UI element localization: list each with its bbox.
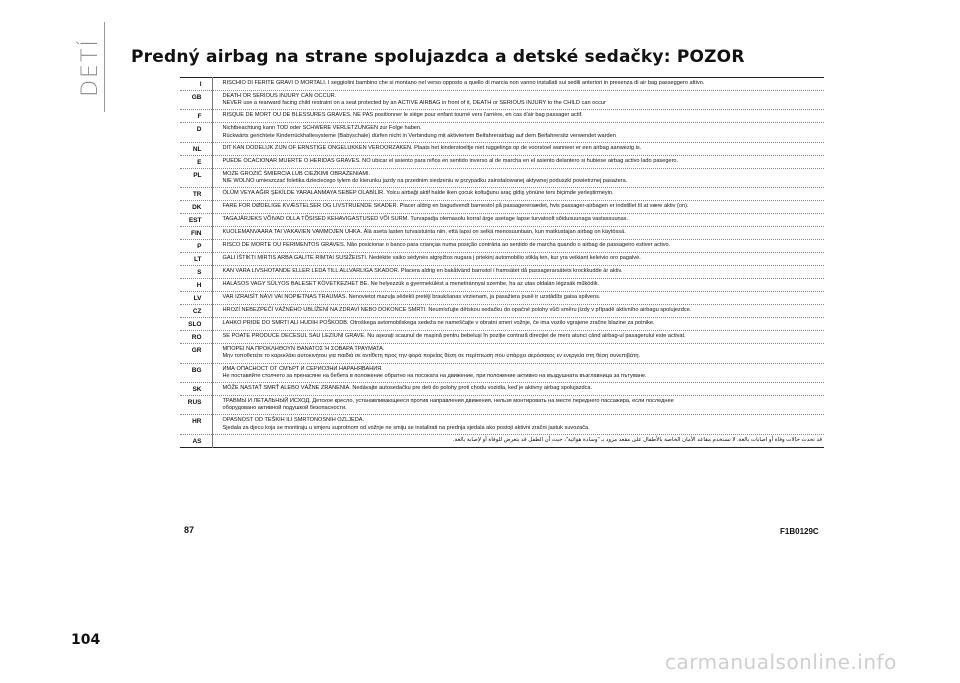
language-code: GB [180, 91, 212, 110]
warning-text [212, 155, 824, 168]
warning-row [180, 434, 824, 447]
page-number: 104 [71, 632, 101, 648]
warning-row [180, 415, 824, 434]
language-code: HR [180, 415, 212, 434]
warning-text-line: Не поставяйте столчето за пренасяне на бебета в положение обратно на посоката на движение, при положение активно на въздушната възглавница за пътуване. [222, 372, 647, 379]
warning-text [212, 168, 824, 187]
warning-row [180, 91, 824, 110]
language-code: LT [180, 253, 212, 266]
warning-text [212, 110, 824, 123]
language-code: H [180, 279, 212, 292]
language-code: BG [180, 363, 212, 382]
warning-row [180, 201, 824, 214]
warning-text-line: RISCO DE MORTE OU FERIMENTOS GRAVES. Não posicionar o banco para crianças numa posição contrária ao sentido de marcha quando o airbag de passageiro estiver activo. [222, 242, 671, 249]
language-code: LV [180, 292, 212, 305]
language-code: I [180, 78, 212, 91]
warning-text-line: HROZÍ NEBEZPEČÍ VÁŽNÉHO UBLÍŽENÍ NA ZDRAVÍ NEBO DOKONCE SMRTI. Neumísťujte dětskou sedačku do opačné polohy vůči směru jízdy v případě aktivního airbagu spolujezdce. [222, 307, 692, 314]
warning-text [212, 415, 824, 434]
warning-text-line: Nichtbeachtung kann TOD oder SCHWERE VERLETZUNGEN zur Folge haben. [222, 125, 422, 132]
warning-row [180, 168, 824, 187]
warning-text [212, 266, 824, 279]
warning-text-line: RISCHIO DI FERITE GRAVI O MORTALI. I seggiolini bambino che si montano nel verso opposto a quello di marcia non vanno installati sui sedili anteriori in presenza di air bag passeggero attivo. [222, 80, 705, 86]
language-code: SK [180, 383, 212, 396]
warning-row [180, 266, 824, 279]
warning-text-line: SE POATE PRODUCE DECESUL SAU LEZIUNI GRAVE. Nu așezați scaunul de mașină pentru bebeluși în poziție contrară direcției de mers atunci când airbag-ul pasagerului este activat. [222, 333, 686, 340]
warning-row [180, 383, 824, 396]
warning-row [180, 240, 824, 253]
warning-row [180, 318, 824, 331]
page-title: Predný airbag na strane spolujazdca a detské sedačky: POZOR [131, 47, 745, 67]
warning-text [212, 227, 824, 240]
figure-number: 87 [184, 525, 195, 535]
watermark: carmanualsonline.info [665, 650, 897, 674]
warning-text [212, 214, 824, 227]
language-code: FIN [180, 227, 212, 240]
warning-text [212, 240, 824, 253]
warning-text-line: KAN VARA LIVSHOTANDE ELLER LEDA TILL ALLVARLIGA SKADOR. Placera aldrig en bakåtvänd barnstol i framsätet då passagerarsätets krockkudde är aktiv. [222, 268, 623, 275]
warning-text [212, 305, 824, 318]
warning-text-line: ΜΠΟΡΕΙ ΝΑ ΠΡΟΚΛΗΘΟΥΝ ΘΑΝΑΤΟΣ Ή ΣΟΒΑΡΑ ΤΡΑΥΜΑΤΑ. [222, 346, 385, 353]
language-code: CZ [180, 305, 212, 318]
warning-text [212, 123, 824, 142]
warning-text-line: قد تحدث حالات وفاة أو اصابات بالغة. لا تستخدم مقاعد الأمان الخاصة بالأطفال على مقعد مزود بـ "وسادة هوائية"، حيث أن الطفل قد يتعرض للوفاة أو لإصابة بالغة. [453, 436, 822, 443]
warning-text-line: ИМА ОПАСНОСТ ОТ СМЪРТ И СЕРИОЗНИ НАРАНЯВАНИЯ. [222, 365, 383, 372]
warning-text-line: KUOLEMANVAARA TAI VAKAVIEN VAMMOJEN UHKA. Älä aseta lasten turvaistuinta niin, että lapsi on selkä menosuuntaan, kun matkustajan airbag on käytössä. [222, 229, 626, 236]
warning-row [180, 214, 824, 227]
warning-row [180, 78, 824, 91]
warning-row [180, 292, 824, 305]
warning-text-line: DEATH OR SERIOUS INJURY CAN OCCUR. [222, 93, 337, 99]
warning-row [180, 331, 824, 344]
language-code: NL [180, 142, 212, 155]
warning-text-line: NIE WOLNO umieszczać foletika dzieciecego tylem do kierunku jazdy na przednim siedzeniu w przypadku zainstalowanej aktywnej poduszki powietrznej pasażera. [222, 178, 628, 185]
warning-row [180, 110, 824, 123]
warning-row [180, 142, 824, 155]
warning-row [180, 396, 824, 415]
language-code: F [180, 110, 212, 123]
language-code: EST [180, 214, 212, 227]
section-tab-label: DETÍ [77, 37, 103, 97]
warning-text-line: DIT KAN DODELIJK ZIJN OF ERNSTIGE ONGELUKKEN VEROORZAKEN. Plaats het kinderstoeltje niet ruggelings op de voorstoel wanneer er een airbag aanwezig is. [222, 144, 642, 151]
warning-text-line: Rückwärts gerichtete Kinderrückhaltesysteme (Babyschale) dürfen nicht in Verbindung mit aktiviertem Beifahrerairbag auf dem Beifahrersitz verwendet warden [222, 132, 616, 139]
warning-text [212, 279, 824, 292]
warning-row [180, 155, 824, 168]
warning-text-line: LAHKO PRIDE DO SMRTI ALI HUDIH POŠKODB. Otroškega avtomobilskega sedeža ne nameščajte v obratni smeri vožnje, če ima vozilo vgrajene zračne blazine za potnike. [222, 320, 655, 327]
warning-text-line: VAR IZRAISĪT NĀVI VAI NOPIETNAS TRAUMAS. Nenovietot mazuļa sēdekli pretēji braukšanas virzienam, ja pasažiera pusē ir uzstādīts gaisa spilvens. [222, 294, 601, 301]
figure-code: F1B0129C [780, 527, 819, 536]
language-code: TR [180, 188, 212, 201]
warning-text-line: PUEDE OCACIONAR MUERTE O HERIDAS GRAVES. NO ubicar el asiento para niños en sentido inverso al de marcha en el asiento delantero si hubiese airbag activo lado pasegero. [222, 157, 679, 164]
warning-text [212, 142, 824, 155]
warning-text-line: RISQUE DE MORT OU DE BLESSURES GRAVES. NE PAS positionner le siège pour enfant tourné vers l'arrière, en cas d'air bag passager actif. [222, 112, 583, 119]
warning-text [212, 383, 824, 396]
warning-text-line: MOŻE GROZIĆ ŚMIERCIA LUB CIEŻKIMI OBRAŻENIAMI. [222, 170, 371, 177]
language-code: RO [180, 331, 212, 344]
language-code: SLO [180, 318, 212, 331]
warning-text-line: NEVER use a rearward facing child restraint on a seat protected by an ACTIVE AIRBAG in front of it, DEATH or SERIOUS INJURY to the CHILD can occur [222, 100, 606, 107]
warning-text-line: HALÁSOS VAGY SÚLYOS BALESET KÖVETKEZHET BE. Ne helyezzük a gyermekülést a menetiránnyal szembe, ha az utas oldalán légzsák működik. [222, 281, 600, 288]
warning-rows [180, 78, 824, 448]
language-code: E [180, 155, 212, 168]
language-code: GR [180, 344, 212, 363]
warning-text [212, 201, 824, 214]
warning-row [180, 253, 824, 266]
warning-row [180, 188, 824, 201]
language-code: DK [180, 201, 212, 214]
warning-text [212, 396, 824, 415]
warning-text-line: OPASNOST OD TEŠKIH ILI SMRTONOSNIH OZLJEDA. [222, 417, 365, 424]
warning-text [212, 434, 824, 447]
warning-row [180, 123, 824, 142]
warning-text-line: MÔŽE NASTAŤ SMRŤ ALEBO VÁŽNE ZRANENIA. Nedávajte autosedačku pre deti do polohy proti chodu vozidla, keď je aktivny airbag spolujazdca. [222, 385, 593, 392]
warning-text-line: Μην τοποθετείτε το καρεκλάκι αυτοκινήτου για παιδιά σε αντίθετη προς την φορά πορείας θέση σε περίπτωση που υπάρχει αερόσακος εν ενεργεία στη θέση συνεπιβάτη. [222, 353, 641, 360]
language-code: P [180, 240, 212, 253]
warning-text [212, 188, 824, 201]
warning-text-line: Sjedala za djecu koja se montiraju u smjeru suprotnom od vožnje ne smiju se instalirati na prednja sjedala ako postoji aktivni zračni jastuk suvozača. [222, 424, 590, 431]
language-code: S [180, 266, 212, 279]
language-code: PL [180, 168, 212, 187]
warning-row [180, 227, 824, 240]
warning-text-line: GALI IŠTIKTI MIRTIS ARBA GALITE RIMTAI SUSIŽEISTI. Nedėkite vaiko sėdynės atgręžtos nugara į priekinį automobilio stiklą ten, kur yra veikiant keleivio oro pagalvė. [222, 255, 641, 262]
warning-label-table [180, 77, 824, 448]
warning-text [212, 78, 824, 91]
warning-text-line: оборудовано активной подушкой безопасности. [222, 405, 347, 412]
language-code: AS [180, 434, 212, 447]
section-tab [76, 22, 105, 112]
warning-text-line: ТРАВМЫ И ЛЕТАЛЬНЫЙ ИСХОД. Детское кресло, устанавливающееся против направления движения, нельзя монтировать на месте переднего пассажира, если последнее [222, 398, 674, 405]
warning-text [212, 331, 824, 344]
warning-text-line: ÖLÜM VEYA AĞIR ŞEKİLDE YARALANMAYA SEBEP OLABİLİR. Yolcu airbaği aktif halde iken çocuk koltuğunu araç gidiş yönüne ters biçimde yerleştirmeyin. [222, 190, 614, 197]
warning-text [212, 363, 824, 382]
warning-text [212, 91, 824, 110]
warning-text-line: TAGAJÄRJEKS VÕIVAD OLLA TÕSISED KEHAVIGASTUSED VÕI SURM. Turvapadja olemasolu korral ärge asetage lapse turvatoolt sõidusuunaga vastassuunas. [222, 216, 629, 223]
warning-row [180, 363, 824, 382]
language-code: RUS [180, 396, 212, 415]
warning-text-line: FARE FOR DØDELIGE KVÆSTELSER OG LIVSTRUENDE SKADER. Placer aldrig en bagudvendt barnestol på passagerersædet, hvis passager-airbagen er indstillet til at være aktiv (on). [222, 203, 689, 210]
language-code: D [180, 123, 212, 142]
warning-row [180, 279, 824, 292]
warning-row [180, 305, 824, 318]
warning-row [180, 344, 824, 363]
warning-text [212, 318, 824, 331]
warning-text [212, 292, 824, 305]
warning-text [212, 344, 824, 363]
warning-text [212, 253, 824, 266]
